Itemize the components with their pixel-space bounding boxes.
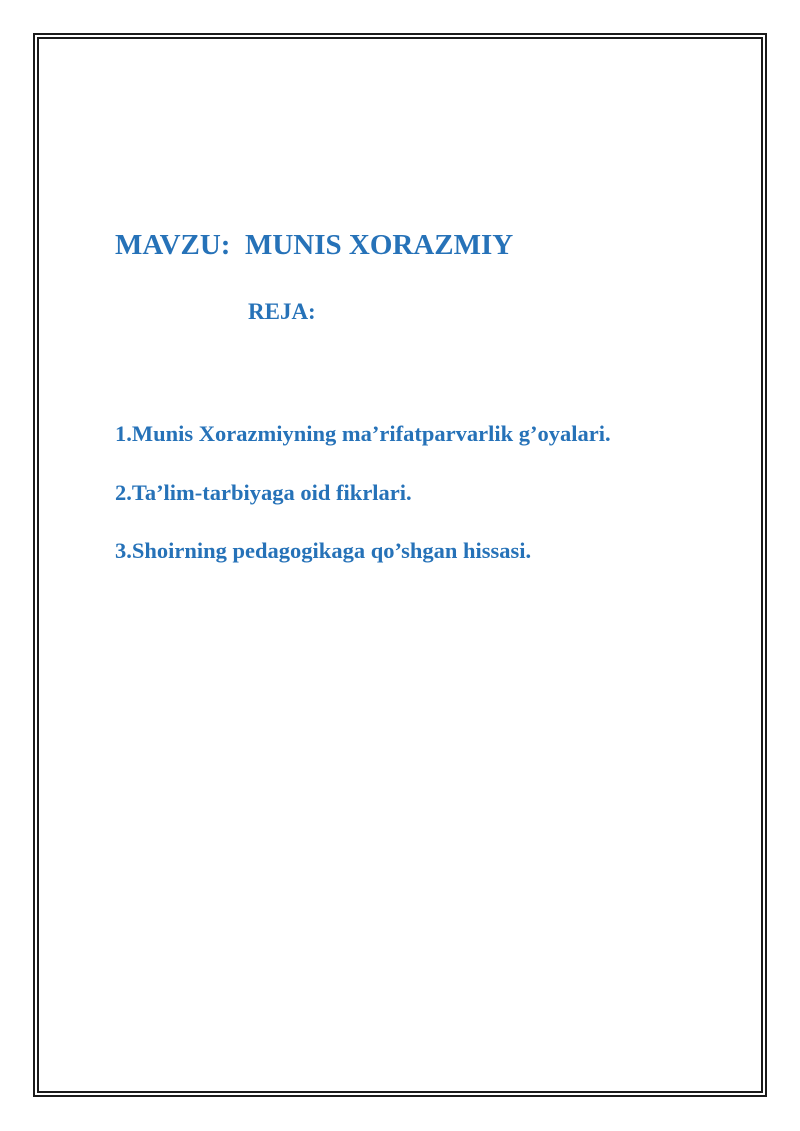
plan-item-3: 3.Shoirning pedagogikaga qo’shgan hissasi.	[115, 538, 532, 563]
plan-list	[115, 419, 611, 595]
plan-item-2: 2.Ta’lim-tarbiyaga oid fikrlari.	[115, 479, 412, 505]
plan-heading: REJA:	[248, 299, 316, 324]
document-title: MAVZU: MUNIS XORAZMIY	[115, 229, 514, 261]
plan-item-1: 1.Munis Xorazmiyning ma’rifatparvarlik g’oyalari.	[115, 421, 611, 446]
